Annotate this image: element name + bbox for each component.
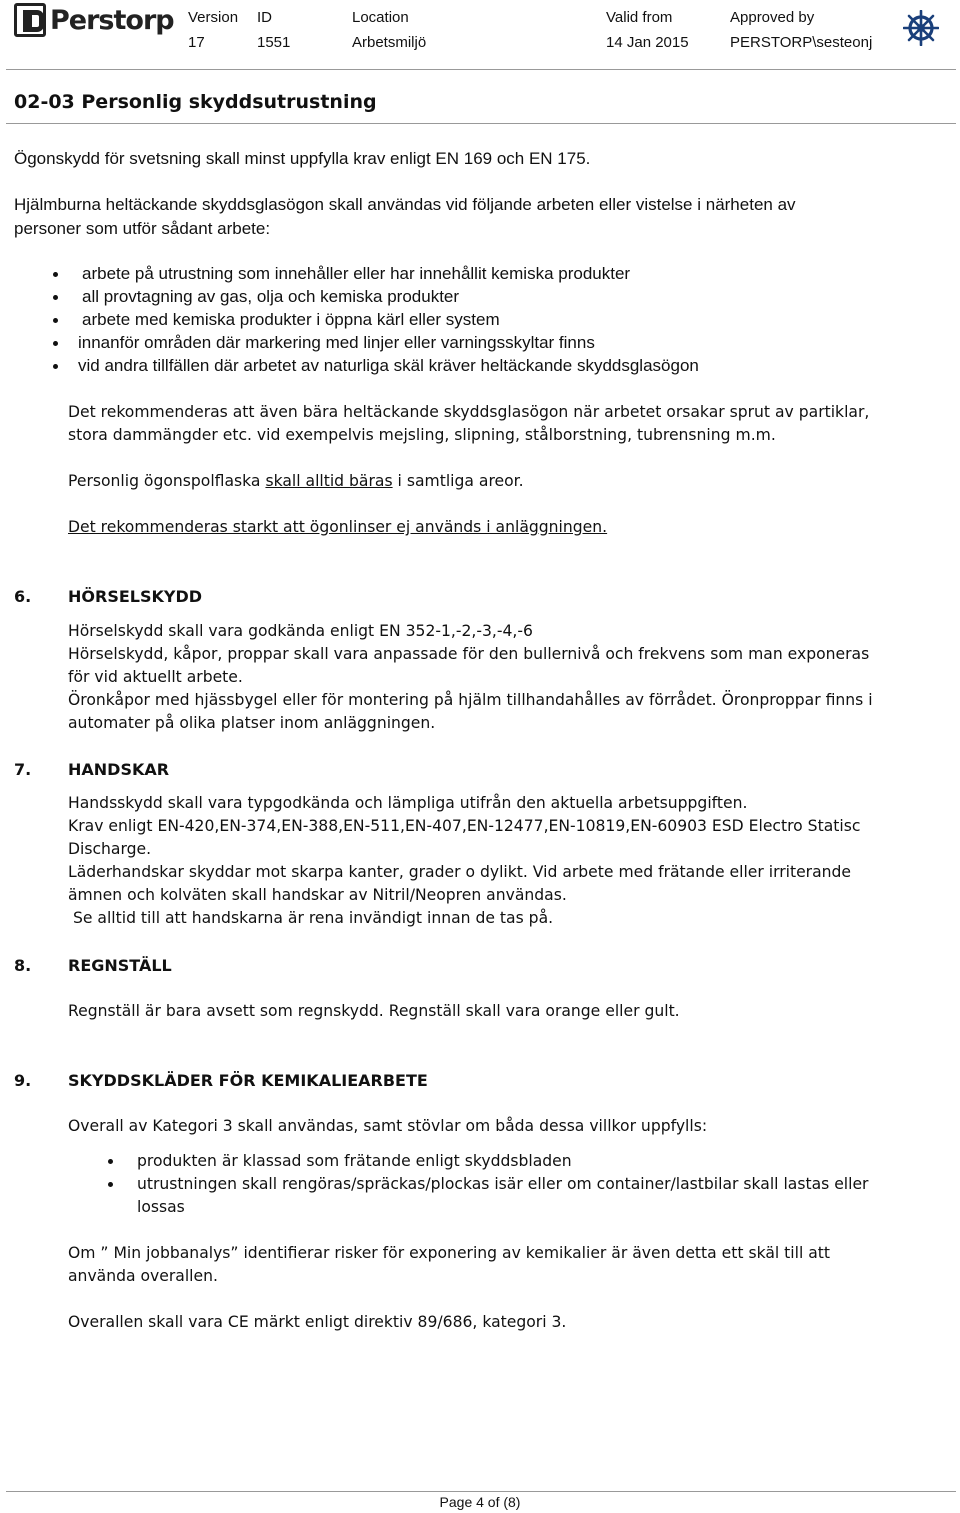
s9-paragraph-1-line-2: använda overallen. bbox=[68, 1267, 218, 1285]
eye-recommendation-line-2: stora dammängder etc. vid exempelvis mejsling, slipning, stålborstning, tubrensning m.m. bbox=[68, 426, 776, 444]
section-7-number: 7. bbox=[14, 760, 32, 779]
perstorp-logo bbox=[14, 3, 174, 37]
title-divider bbox=[6, 123, 956, 124]
s6-line-3: för vid aktuellt arbete. bbox=[68, 668, 243, 686]
bullet-dot-icon bbox=[53, 318, 58, 323]
bullet-dot-icon bbox=[53, 364, 58, 369]
approved-by-value: PERSTORP\sesteonj bbox=[730, 34, 873, 51]
eye-bullet-4: innanför områden där markering med linjer eller varningsskyltar finns bbox=[78, 333, 595, 352]
eye-flask-text-a: Personlig ögonspolflaska bbox=[68, 472, 266, 490]
location-label: Location bbox=[352, 9, 409, 26]
bullet-dot-icon bbox=[53, 295, 58, 300]
footer-divider bbox=[6, 1491, 956, 1492]
page-number: Page 4 of (8) bbox=[439, 1494, 521, 1510]
version-value: 17 bbox=[188, 34, 205, 51]
header-divider bbox=[6, 69, 956, 70]
location-value: Arbetsmiljö bbox=[352, 34, 427, 51]
s7-line-6: Se alltid till att handskarna är rena invändigt innan de tas på. bbox=[68, 909, 554, 927]
approved-by-label: Approved by bbox=[730, 9, 815, 26]
s6-line-4: Öronkåpor med hjässbygel eller för montering på hjälm tillhandahålles av förrådet. Öronproppar finns i bbox=[68, 691, 873, 709]
logo-text: Perstorp bbox=[50, 4, 174, 36]
eye-bullet-3: arbete med kemiska produkter i öppna kärl eller system bbox=[82, 310, 500, 329]
id-label: ID bbox=[257, 9, 272, 26]
valid-from-field bbox=[606, 9, 689, 51]
valid-from-value: 14 Jan 2015 bbox=[606, 34, 689, 51]
eye-bullet-5: vid andra tillfällen där arbetet av naturliga skäl kräver heltäckande skyddsglasögon bbox=[78, 356, 699, 375]
s9-paragraph-1-line-1: Om ” Min jobbanalys” identifierar risker för exponering av kemikalier är även detta ett skäl till att bbox=[68, 1244, 831, 1262]
ship-wheel-icon bbox=[903, 10, 939, 46]
eye-intro-line-1: Hjälmburna heltäckande skyddsglasögon skall användas vid följande arbeten eller vistelse i närheten av bbox=[14, 195, 796, 214]
bullet-dot-icon bbox=[108, 1182, 113, 1187]
s7-line-3: Discharge. bbox=[68, 840, 152, 858]
eye-bullet-2: all provtagning av gas, olja och kemiska produkter bbox=[82, 287, 460, 306]
section-9-number: 9. bbox=[14, 1071, 32, 1090]
eye-lens-warning: Det rekommenderas starkt att ögonlinser ej används i anläggningen. bbox=[68, 518, 608, 536]
s6-line-2: Hörselskydd, kåpor, proppar skall vara anpassade för den bullernivå och frekvens som man exponeras bbox=[68, 645, 870, 663]
eye-intro-line-2: personer som utför sådant arbete: bbox=[14, 219, 271, 238]
bullet-dot-icon bbox=[53, 341, 58, 346]
id-field bbox=[257, 9, 290, 51]
page-title: 02-03 Personlig skyddsutrustning bbox=[14, 91, 377, 113]
eye-bullet-1: arbete på utrustning som innehåller eller har innehållit kemiska produkter bbox=[82, 264, 631, 283]
bullet-dot-icon bbox=[108, 1159, 113, 1164]
eye-flask-paragraph bbox=[68, 470, 524, 493]
s6-line-1: Hörselskydd skall vara godkända enligt EN 352-1,-2,-3,-4,-6 bbox=[68, 622, 533, 640]
section-7-heading: HANDSKAR bbox=[68, 760, 170, 779]
section-8-number: 8. bbox=[14, 956, 32, 975]
valid-from-label: Valid from bbox=[606, 9, 673, 26]
s7-line-4: Läderhandskar skyddar mot skarpa kanter, grader o dylikt. Vid arbete med frätande eller irriterande bbox=[68, 863, 852, 881]
location-field bbox=[352, 9, 426, 51]
s7-line-2: Krav enligt EN-420,EN-374,EN-388,EN-511,EN-407,EN-12477,EN-10819,EN-60903 ESD Electro Statisc bbox=[68, 817, 861, 835]
s9-bullet-2-line-2: lossas bbox=[137, 1198, 185, 1216]
s9-bullet-1: produkten är klassad som frätande enligt skyddsbladen bbox=[137, 1152, 572, 1170]
eye-flask-text-c: i samtliga areor. bbox=[392, 472, 524, 490]
section-9-heading: SKYDDSKLÄDER FÖR KEMIKALIEARBETE bbox=[68, 1071, 428, 1090]
s9-intro: Overall av Kategori 3 skall användas, samt stövlar om båda dessa villkor uppfylls: bbox=[68, 1117, 708, 1135]
s7-line-1: Handsskydd skall vara typgodkända och lämpliga utifrån den aktuella arbetsuppgiften. bbox=[68, 794, 748, 812]
approved-by-field bbox=[730, 9, 872, 51]
document-header bbox=[0, 0, 960, 70]
eye-recommendation-line-1: Det rekommenderas att även bära heltäckande skyddsglasögon när arbetet orsakar sprut av partiklar, bbox=[68, 403, 870, 421]
s9-bullet-2-line-1: utrustningen skall rengöras/spräckas/plockas isär eller om container/lastbilar skall lastas eller bbox=[137, 1175, 869, 1193]
s6-line-5: automater på olika platser inom anläggningen. bbox=[68, 714, 436, 732]
version-field bbox=[188, 9, 238, 51]
s8-line-1: Regnställ är bara avsett som regnskydd. Regnställ skall vara orange eller gult. bbox=[68, 1002, 680, 1020]
perstorp-logo-mark-icon bbox=[14, 3, 46, 37]
section-6-heading: HÖRSELSKYDD bbox=[68, 587, 203, 606]
version-label: Version bbox=[188, 9, 239, 26]
id-value: 1551 bbox=[257, 34, 291, 51]
section-8-heading: REGNSTÄLL bbox=[68, 956, 172, 975]
section-6-number: 6. bbox=[14, 587, 32, 606]
s7-line-5: ämnen och kolväten skall handskar av Nitril/Neopren användas. bbox=[68, 886, 567, 904]
bullet-dot-icon bbox=[53, 272, 58, 277]
s9-paragraph-2: Overallen skall vara CE märkt enligt direktiv 89/686, kategori 3. bbox=[68, 1313, 567, 1331]
eye-welding-paragraph: Ögonskydd för svetsning skall minst uppfylla krav enligt EN 169 och EN 175. bbox=[14, 149, 591, 168]
eye-flask-emphasis: skall alltid bäras bbox=[265, 472, 393, 490]
